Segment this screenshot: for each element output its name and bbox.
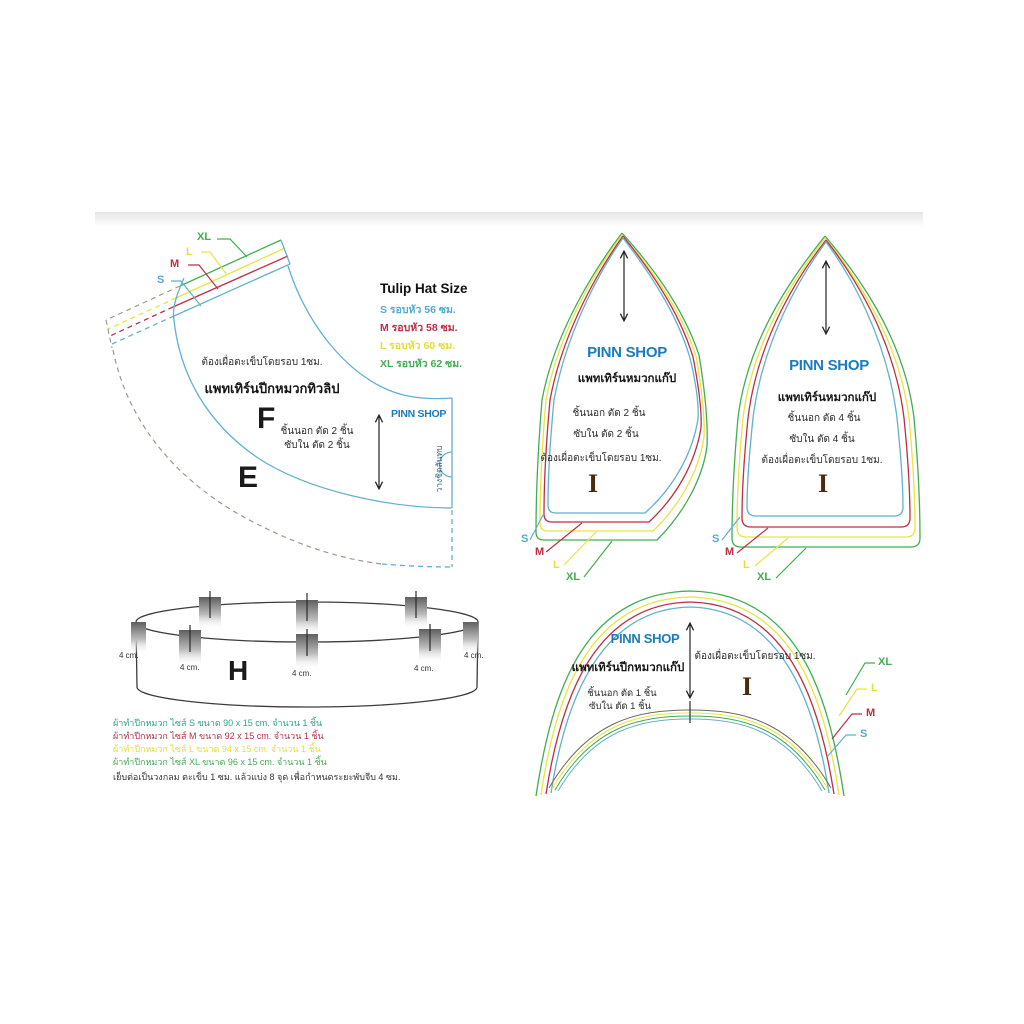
cone-right-cut-lining: ซับใน ตัด 4 ชิ้น <box>789 434 855 445</box>
piece-letter-i: I <box>818 469 829 498</box>
cone-right-pointer-l <box>755 538 788 566</box>
cone-left-label-xl: XL <box>566 571 581 583</box>
pleat-mark <box>463 622 478 654</box>
size-legend-title: Tulip Hat Size <box>380 281 468 296</box>
fold-line-note: วางชิดสันทบ <box>434 445 444 493</box>
piece-letter-i: I <box>742 672 753 701</box>
cone-right-lines <box>722 236 920 578</box>
tulip-e-dashed-bottom <box>382 564 452 567</box>
fabric-list-xl: ผ้าทำปีกหมวก ไซส์ XL ขนาด 96 x 15 cm. จำนวน 1 ชิ้น <box>113 757 327 767</box>
pleat-mark <box>131 622 146 654</box>
cone-right-label-s: S <box>712 533 720 545</box>
band-mark-label: 4 cm. <box>119 651 139 660</box>
tulip-dashed-extension-left <box>106 320 112 348</box>
legend-item-l: L รอบหัว 60 ซม. <box>380 340 456 352</box>
crescent-inner-curve <box>558 719 822 791</box>
tulip-label-m: M <box>170 258 180 270</box>
cone-left-pointer-l <box>564 532 596 565</box>
piece-letter-i: I <box>588 469 599 498</box>
tulip-dashed-extension-l <box>108 298 176 329</box>
crescent-pointer-l <box>839 689 867 716</box>
cone-left-pointer-m <box>546 523 582 552</box>
cone-left-pointer-xl <box>584 541 612 577</box>
pinn-shop-logo: PINN SHOP <box>789 357 869 374</box>
legend-item-m: M รอบหัว 58 ซม. <box>380 322 458 334</box>
crescent-cut-lining: ซับใน ตัด 1 ชิ้น <box>588 701 652 712</box>
cone-right-label-m: M <box>725 546 735 558</box>
cone-right-pointer-m <box>737 528 768 553</box>
tulip-seam-note: ต้องเผื่อตะเข็บโดยรอบ 1ซม. <box>201 357 323 368</box>
cone-left-seam-note: ต้องเผื่อตะเข็บโดยรอบ 1ซม. <box>540 453 662 464</box>
tulip-title: แพทเทิร์นปีกหมวกทิวลิป <box>204 381 340 396</box>
crescent-title: แพทเทิร์นปีกหมวกแก๊ป <box>571 662 685 674</box>
pinn-shop-logo: PINN SHOP <box>587 344 667 361</box>
cone-left-label-s: S <box>521 533 529 545</box>
crescent-seam-note: ต้องเผื่อตะเข็บโดยรอบ 1ซม. <box>694 651 816 662</box>
cone-right-seam-note: ต้องเผื่อตะเข็บโดยรอบ 1ซม. <box>761 455 883 466</box>
fabric-list-l: ผ้าทำปีกหมวก ไซส์ L ขนาด 94 x 15 cm. จำนวน 1 ชิ้น <box>113 744 321 754</box>
crescent-label-m: M <box>866 707 876 719</box>
assembly-note: เย็บต่อเป็นวงกลม ตะเข็บ 1 ซม. แล้วแบ่ง 8 จุด เพื่อกำหนดระยะพับจีบ 4 ซม. <box>113 772 401 782</box>
cone-right-label-l: L <box>743 559 750 571</box>
band-bottom-edge <box>137 687 477 707</box>
cone-left-title: แพทเทิร์นหมวกแก๊ป <box>577 373 677 385</box>
cone-right-title: แพทเทิร์นหมวกแก๊ป <box>777 392 877 404</box>
cone-left-lines <box>530 233 707 577</box>
band-lines <box>131 591 478 707</box>
cone-right-cut-outer: ชิ้นนอก ตัด 4 ชิ้น <box>787 413 861 424</box>
tulip-cut-outer: ชิ้นนอก ตัด 2 ชิ้น <box>280 426 354 437</box>
band-mark-label: 4 cm. <box>292 669 312 678</box>
tulip-dashed-extension-top <box>106 286 180 320</box>
fabric-list-m: ผ้าทำปีกหมวก ไซส์ M ขนาด 92 x 15 cm. จำนวน 1 ชิ้น <box>113 731 324 741</box>
tulip-label-l: L <box>186 246 193 258</box>
tulip-dashed-extension-m <box>110 307 173 336</box>
tulip-cut-lining: ซับใน ตัด 2 ชิ้น <box>284 440 350 451</box>
tulip-size-line-xl <box>180 240 281 286</box>
crescent-label-l: L <box>871 682 878 694</box>
crescent-inner-curve <box>555 716 825 790</box>
pinn-shop-logo: PINN SHOP <box>391 408 447 420</box>
tulip-label-s: S <box>157 274 165 286</box>
piece-letter-h: H <box>228 655 249 686</box>
crescent-label-xl: XL <box>878 656 893 668</box>
crescent-inner-curve <box>552 713 828 789</box>
cone-right-pointer-xl <box>776 548 806 578</box>
cone-left-label-l: L <box>553 559 560 571</box>
fabric-list-s: ผ้าทำปีกหมวก ไซส์ S ขนาด 90 x 15 cm. จำนวน 1 ชิ้น <box>113 718 323 728</box>
cone-right-label-xl: XL <box>757 571 772 583</box>
legend-item-s: S รอบหัว 56 ซม. <box>380 304 456 316</box>
crescent-label-s: S <box>860 728 868 740</box>
cone-left-cut-lining: ซับใน ตัด 2 ชิ้น <box>573 429 639 440</box>
tulip-band-end-edge <box>281 240 290 264</box>
band-mark-label: 4 cm. <box>464 651 484 660</box>
cone-left-label-m: M <box>535 546 545 558</box>
band-mark-label: 4 cm. <box>414 664 434 673</box>
tulip-label-xl: XL <box>197 231 212 243</box>
crescent-cut-outer: ชิ้นนอก ตัด 1 ชิ้น <box>587 688 657 699</box>
pinn-shop-logo: PINN SHOP <box>610 631 680 646</box>
tulip-pointer-xl <box>217 239 247 257</box>
cone-left-cut-outer: ชิ้นนอก ตัด 2 ชิ้น <box>572 408 646 419</box>
band-mark-label: 4 cm. <box>180 663 200 672</box>
tulip-dashed-extension-s <box>112 316 174 344</box>
piece-letter-f: F <box>257 402 276 435</box>
piece-letter-e: E <box>238 461 259 494</box>
legend-item-xl: XL รอบหัว 62 ซม. <box>380 358 463 370</box>
